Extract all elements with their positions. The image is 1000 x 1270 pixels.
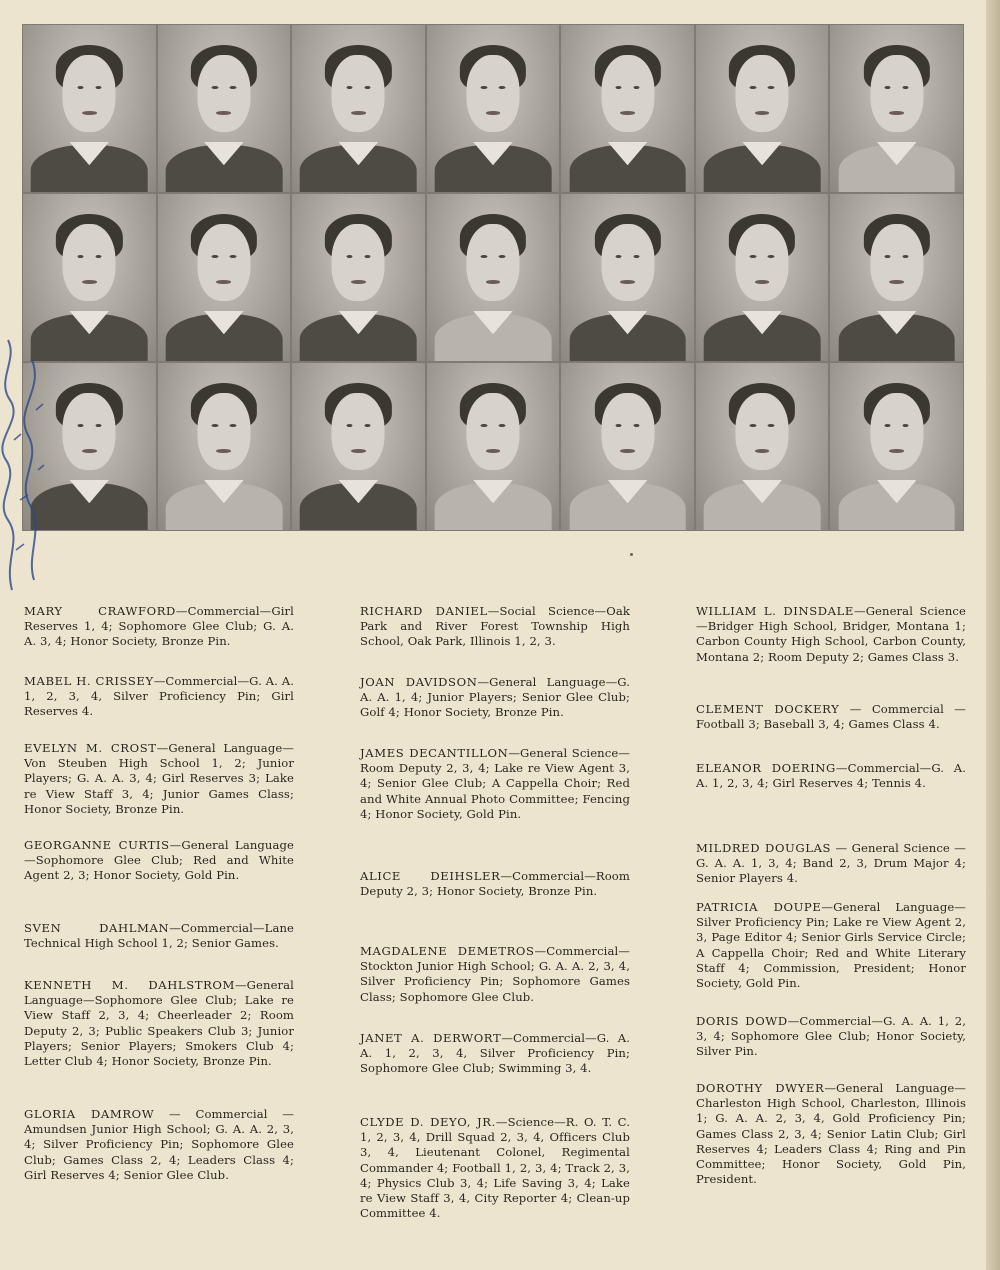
student-name: DOROTHY DWYER [696,1081,825,1095]
student-entry [360,944,630,1005]
student-activities: —Science—R. O. T. C. 1, 2, 3, 4, Drill Squad 2, 3, 4, Officers Club 3, 4, Lieutenant Colonel, Regimental Commander 4; Football 1, 2, 3, 4; Track 2, 3, 4; Physics Club 3, 4; Life Saving 3, 4; Lake re View Staff 3, 4, City Reporter 4; Clean-up Committee 4. [360,1115,630,1221]
portrait-photo [560,193,695,362]
student-entry [360,1115,630,1221]
portrait-photo [157,193,292,362]
student-activities: —General Science—Bridger High School, Bridger, Montana 1; Carbon County High School, Carbon County, Montana 2; Room Deputy 2; Games Class 3. [696,604,966,664]
student-activities: —General Language—Von Steuben High School 1, 2; Junior Players; G. A. A. 3, 4; Girl Reserves 3; Lake re View Staff 3, 4; Junior Games Class; Honor Society, Bronze Pin. [24,741,294,816]
student-name: ELEANOR DOERING [696,761,836,775]
student-name: MILDRED DOUGLAS [696,841,832,855]
student-entry [360,675,630,721]
student-entry [696,702,966,732]
student-activities: —Commercial—Girl Reserves 1, 4; Sophomore Glee Club; G. A. A. 3, 4; Honor Society, Bronze Pin. [24,604,294,649]
student-entry [24,921,294,951]
portrait-photo [560,24,695,193]
student-name: MABEL H. CRISSEY [24,674,154,688]
student-activities: —General Science—Room Deputy 2, 3, 4; Lake re View Agent 3, 4; Senior Glee Club; A Cappella Choir; Red and White Annual Photo Committee; Fencing 4; Honor Society, Gold Pin. [360,746,630,821]
student-name: CLYDE D. DEYO, JR. [360,1115,496,1129]
student-name: WILLIAM L. DINSDALE [696,604,854,618]
handwritten-signature [0,320,54,600]
student-entry [360,1031,630,1077]
portrait-photo [157,362,292,531]
student-entry [696,604,966,665]
student-entry [696,761,966,791]
portrait-photo [695,362,830,531]
student-entry [696,1014,966,1060]
student-activities: —Commercial—G. A. A. 1, 2, 3, 4; Sophomore Glee Club; Honor Society, Silver Pin. [696,1014,966,1059]
student-entry [24,674,294,720]
portrait-photo [829,24,964,193]
portrait-photo [560,362,695,531]
student-name: KENNETH M. DAHLSTROM [24,978,235,992]
student-name: ALICE DEIHSLER [360,869,501,883]
student-entry [24,741,294,817]
portrait-photo [22,24,157,193]
student-activities: — General Science —G. A. A. 1, 3, 4; Band 2, 3, Drum Major 4; Senior Players 4. [696,841,967,886]
student-activities: —General Language—Sophomore Glee Club; Red and White Agent 2, 3; Honor Society, Gold Pin. [24,838,294,883]
student-activities: —General Language—Charleston High School, Charleston, Illinois 1; G. A. A. 2, 3, 4, Gold Proficiency Pin; Games Class 2, 3, 4; Senior Latin Club; Girl Reserves 4; Leaders Class 4; Ring and Pin Committee; Honor Society, Gold Pin, President. [696,1081,966,1187]
portrait-photo [157,24,292,193]
student-entry [696,900,966,991]
student-activities: —Commercial—Room Deputy 2, 3; Honor Society, Bronze Pin. [360,869,630,899]
student-activities: —Commercial—G. A. A. 1, 2, 3, 4, Silver Proficiency Pin; Sophomore Glee Club; Swimming 3, 4. [360,1031,630,1076]
student-activities: —General Language—Sophomore Glee Club; Lake re View Staff 2, 3, 4; Cheerleader 2; Room Deputy 2, 3; Public Speakers Club 3; Junior Players; Senior Players; Smokers Club 4; Letter Club 4; Honor Society, Bronze Pin. [24,978,294,1069]
student-activities: — Commercial — Amundsen Junior High School; G. A. A. 2, 3, 4; Silver Proficiency Pin; Sophomore Glee Club; Games Class 2, 4; Leaders Class 4; Girl Reserves 4; Senior Glee Club. [24,1107,294,1182]
student-activities: — Commercial — Football 3; Baseball 3, 4; Games Class 4. [696,702,966,732]
student-name: SVEN DAHLMAN [24,921,170,935]
student-activities: —Commercial—G. A. A. 1, 2, 3, 4; Girl Reserves 4; Tennis 4. [696,761,966,791]
student-activities: —General Language—Silver Proficiency Pin; Lake re View Agent 2, 3, Page Editor 4; Senior Girls Service Circle; A Cappella Choir; Red and White Literary Staff 4; Commission, President; Honor Society, Gold Pin. [696,900,966,991]
student-name: RICHARD DANIEL [360,604,488,618]
student-entry [24,1107,294,1183]
student-name: GLORIA DAMROW [24,1107,155,1121]
student-entry [24,604,294,650]
student-entry [360,746,630,822]
portrait-photo [291,24,426,193]
student-name: JOAN DAVIDSON [360,675,478,689]
portrait-grid [22,24,964,531]
student-activities: —Commercial—G. A. A. 1, 2, 3, 4, Silver Proficiency Pin; Girl Reserves 4. [24,674,294,719]
student-activities: —Social Science—Oak Park and River Forest Township High School, Oak Park, Illinois 1, 2, 3. [360,604,630,649]
student-entry [360,869,630,899]
student-entry [24,978,294,1069]
student-entry [360,604,630,650]
portrait-photo [695,24,830,193]
student-activities: —General Language—G. A. A. 1, 4; Junior Players; Senior Glee Club; Golf 4; Honor Society, Bronze Pin. [360,675,630,720]
student-name: MAGDALENE DEMETROS [360,944,535,958]
speck [630,553,633,556]
student-entry [696,1081,966,1187]
student-activities: —Commercial—Lane Technical High School 1, 2; Senior Games. [24,921,294,951]
entries-area [24,604,969,1221]
student-entry [696,841,966,887]
student-name: EVELYN M. CROST [24,741,157,755]
student-name: JANET A. DERWORT [360,1031,502,1045]
student-activities: —Commercial—Stockton Junior High School; G. A. A. 2, 3, 4, Silver Proficiency Pin; Sophomore Games Class; Sophomore Glee Club. [360,944,630,1004]
student-entry [24,838,294,884]
portrait-photo [695,193,830,362]
student-name: JAMES DECANTILLON [360,746,509,760]
portrait-photo [426,24,561,193]
student-name: GEORGANNE CURTIS [24,838,170,852]
portrait-photo [829,193,964,362]
portrait-photo [426,362,561,531]
student-name: PATRICIA DOUPE [696,900,822,914]
page-edge [986,0,1000,1270]
portrait-photo [291,362,426,531]
student-name: CLEMENT DOCKERY [696,702,840,716]
portrait-photo [291,193,426,362]
student-name: MARY CRAWFORD [24,604,176,618]
student-name: DORIS DOWD [696,1014,788,1028]
portrait-photo [829,362,964,531]
portrait-photo [426,193,561,362]
